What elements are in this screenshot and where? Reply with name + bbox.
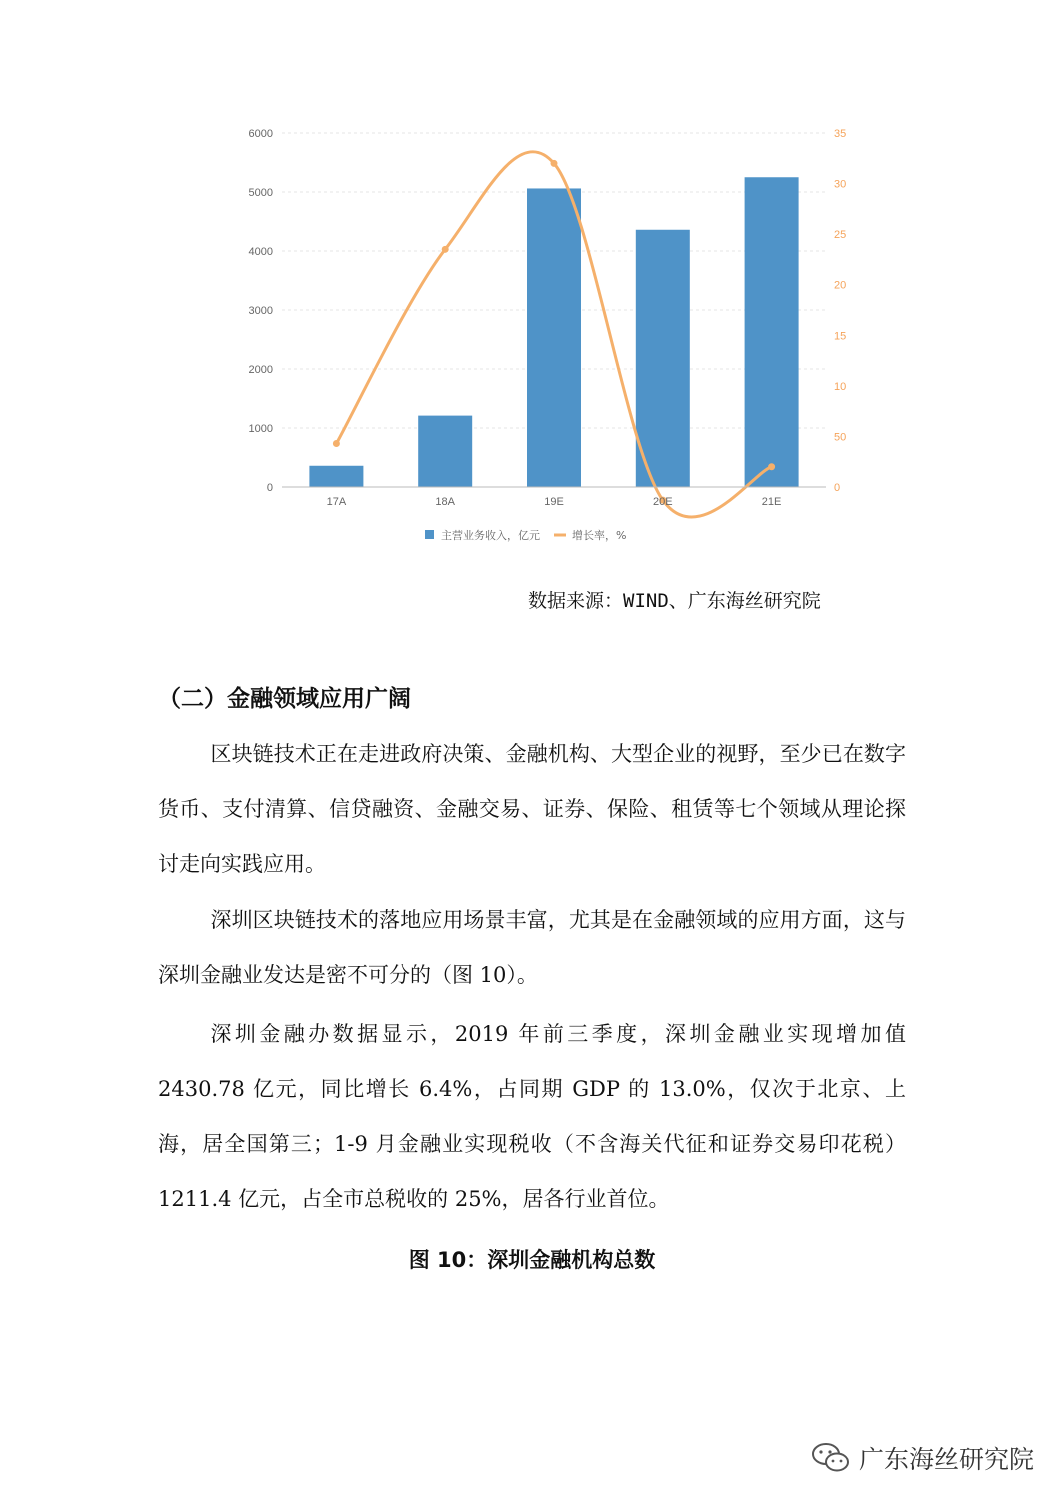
bar <box>418 416 472 487</box>
y-left-tick-label: 5000 <box>248 187 273 199</box>
growth-point <box>768 463 775 470</box>
watermark-text: 广东海丝研究院 <box>858 1445 1034 1474</box>
x-tick-label: 20E <box>653 496 673 508</box>
paragraph-2: 深圳区块链技术的落地应用场景丰富，尤其是在金融领域的应用方面，这与深圳金融业发达是密不可分的（图 10）。 <box>158 908 906 987</box>
y-left-tick-label: 3000 <box>248 305 273 317</box>
paragraph-1: 区块链技术正在走进政府决策、金融机构、大型企业的视野，至少已在数字货币、支付清算、信贷融资、金融交易、证券、保险、租赁等七个领域从理论探讨走向实践应用。 <box>158 742 906 876</box>
bar <box>745 177 799 487</box>
y-right-tick-label: 30 <box>834 178 847 191</box>
growth-point <box>442 246 449 253</box>
wechat-icon <box>811 1441 851 1475</box>
y-right-tick-label: 25 <box>834 229 847 242</box>
y-right-tick-label: 15 <box>834 330 847 343</box>
y-right-tick-label: 10 <box>834 380 847 393</box>
y-left-tick-label: 6000 <box>248 128 273 140</box>
x-tick-label: 18A <box>435 496 455 508</box>
y-left-tick-label: 0 <box>266 482 273 494</box>
growth-point <box>551 160 558 167</box>
x-tick-label: 19E <box>544 496 564 508</box>
y-left-tick-label: 4000 <box>248 246 273 258</box>
section-heading: （二）金融领域应用广阔 <box>158 686 411 712</box>
bar <box>527 188 581 487</box>
bar <box>636 230 690 487</box>
y-right-tick-label: 20 <box>834 279 847 292</box>
chart-source-note: 数据来源：WIND、广东海丝研究院 <box>528 590 821 612</box>
y-right-tick-label: 50 <box>834 431 847 444</box>
bar <box>309 466 363 487</box>
paragraph-3: 深圳金融办数据显示，2019 年前三季度，深圳金融业实现增加值 2430.78 亿元，同比增长 6.4%，占同期 GDP 的 13.0%，仅次于北京、上海，居全国第三；1-9 月金融业实现税收（不含海关代征和证券交易印花税）1211.4 亿元，占全市总税收的 25%，居各行业首位。 <box>158 1022 906 1211</box>
x-tick-label: 17A <box>326 496 347 508</box>
legend-label-revenue: 主营业务收入，亿元 <box>441 529 540 542</box>
growth-point <box>333 440 340 447</box>
y-left-tick-label: 1000 <box>248 423 273 435</box>
watermark <box>811 1440 1034 1476</box>
y-right-tick-label: 0 <box>834 482 841 494</box>
legend-swatch-revenue <box>425 530 434 539</box>
y-right-tick-label: 35 <box>834 128 847 140</box>
x-tick-label: 21E <box>761 496 782 508</box>
figure-caption: 图 10：深圳金融机构总数 <box>408 1248 656 1272</box>
y-left-tick-label: 2000 <box>248 364 273 376</box>
legend-label-growth: 增长率，% <box>572 529 627 542</box>
revenue-growth-chart <box>0 0 1064 560</box>
